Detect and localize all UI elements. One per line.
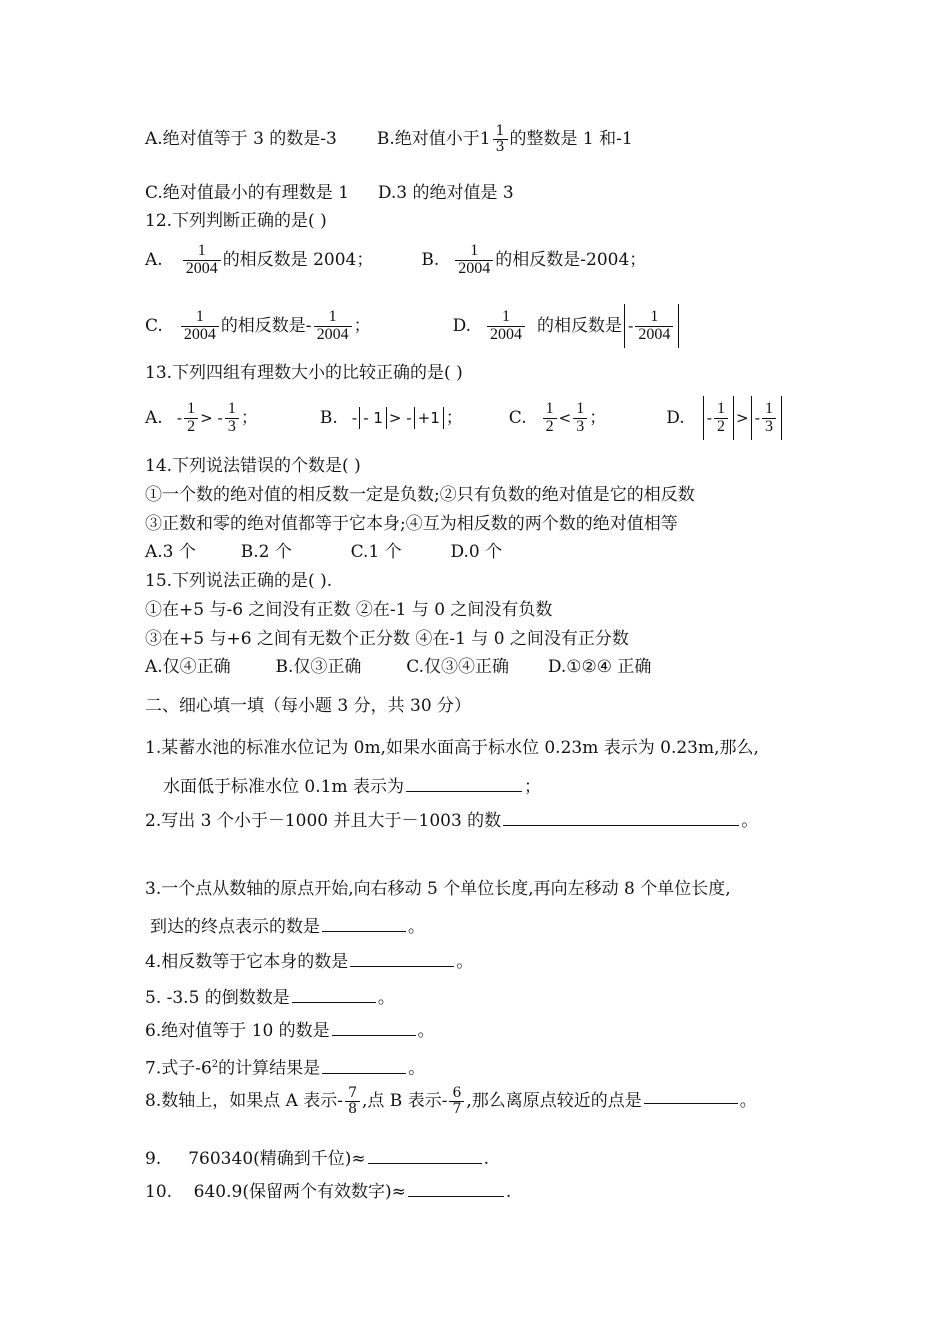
q13-option-b-abs-2: +1: [414, 407, 444, 429]
q13-option-b-minus: -: [351, 409, 358, 427]
fill-3-line-1: 3.一个点从数轴的原点开始,向右移动 5 个单位长度,再向左移动 8 个单位长度,: [145, 879, 731, 899]
q13-option-b-end: ；: [445, 408, 463, 428]
q12-option-c-fraction-1: $\frac{1}{2004}$: [181, 309, 219, 344]
fill-5-answer-blank[interactable]: [292, 986, 376, 1003]
q15-option-a: A.仅④正确: [145, 657, 231, 677]
fill-8: 8.数轴上，如果点 A 表示- $\frac{7}{8}$ ,点 B 表示- $\frac{6}{7}$ ,那么离原点较近的点是 。: [145, 1085, 757, 1117]
section-2-title: 二、细心填一填（每小题 3 分，共 30 分）: [145, 696, 472, 716]
fill-6: 6.绝对值等于 10 的数是 。: [145, 1021, 435, 1041]
fill-2: 2.写出 3 个小于－1000 并且大于－1003 的数 。: [145, 811, 759, 831]
fill-9: 9. 760340(精确到千位)≈ .: [145, 1149, 490, 1169]
q15-stem: 15.下列说法正确的是( ).: [145, 571, 333, 591]
q12-option-d-text: 的相反数是: [537, 316, 622, 336]
q14-options: [145, 541, 502, 563]
q13-option-c-fraction-1: $\frac{1}{2}$: [543, 401, 557, 436]
q12-stem: 12.下列判断正确的是( ): [145, 211, 327, 231]
q14-option-b: B.2 个: [240, 542, 292, 562]
fill-1-line-1: 1.某蓄水池的标准水位记为 0m,如果水面高于标水位 0.23m 表示为 0.23m,那么,: [145, 738, 759, 758]
q12-option-a-text: 的相反数是 2004；: [222, 250, 374, 271]
fill-6-answer-blank[interactable]: [332, 1019, 416, 1036]
q13-option-b-abs-1: - 1: [359, 407, 387, 429]
q15-option-b: B.仅③正确: [275, 657, 362, 677]
q12-option-c-fraction-2: $\frac{1}{2004}$: [314, 309, 352, 344]
q12-option-d-fraction-2: $\frac{1}{2004}$: [635, 309, 673, 344]
q13-option-a-end: ；: [240, 408, 258, 428]
q13-option-a-operator: > -: [200, 409, 223, 427]
fill-7: 7.式子$-6^2$的计算结果是 。: [145, 1058, 426, 1079]
q13-option-a-fraction-1: $\frac{1}{2}$: [184, 401, 198, 436]
q14-statements-1: ①一个数的绝对值的相反数一定是负数;②只有负数的绝对值是它的相反数: [145, 485, 695, 505]
q12-option-c-end: ；: [353, 316, 371, 336]
q12-option-d-fraction-1: $\frac{1}{2004}$: [487, 309, 525, 344]
q12-option-b-fraction: $\frac{1}{2004}$: [455, 243, 493, 278]
q11-option-a: A.绝对值等于 3 的数是-3: [145, 129, 337, 150]
q13-option-a-minus: -: [176, 409, 183, 427]
q11-option-b-whole: 1: [479, 129, 491, 150]
q11-option-b-suffix: 的整数是 1 和-1: [509, 129, 633, 150]
q15-statements-1: ①在+5 与-6 之间没有正数 ②在-1 与 0 之间没有负数: [145, 600, 553, 620]
q11-option-c: C.绝对值最小的有理数是 1: [145, 183, 350, 203]
fill-9-answer-blank[interactable]: [368, 1147, 482, 1164]
q11-option-d: D.3 的绝对值是 3: [377, 183, 514, 203]
q14-stem: 14.下列说法错误的个数是( ): [145, 456, 361, 476]
q14-option-c: C.1 个: [350, 542, 402, 562]
fill-8-fraction-b: $\frac{6}{7}$: [449, 1086, 464, 1116]
q13-option-a-label: A.: [145, 408, 163, 428]
fill-7-exponent: 2: [211, 1059, 219, 1070]
q12-option-b-text: 的相反数是-2004；: [495, 250, 647, 271]
q15-option-d: D.①②④ 正确: [547, 657, 652, 677]
q11-option-b-fraction: $\frac{1}{3}$: [493, 124, 508, 154]
q13-stem: 13.下列四组有理数大小的比较正确的是( ): [145, 363, 463, 383]
q13-option-d-fraction-2: $\frac{1}{3}$: [762, 401, 776, 436]
q13-option-a-fraction-2: $\frac{1}{3}$: [225, 401, 239, 436]
fill-10: 10. 640.9(保留两个有效数字)≈ .: [145, 1182, 512, 1202]
fill-10-answer-blank[interactable]: [408, 1180, 504, 1197]
q12-option-c-text: 的相反数是-: [220, 316, 312, 336]
q14-option-d: D.0 个: [450, 542, 503, 562]
q13-option-d-abs-1: - $\frac{1}{2}$: [703, 396, 734, 440]
q12-option-c-label: C.: [145, 316, 163, 336]
q13-option-d-label: D.: [666, 408, 685, 428]
q11-options-row-1: [145, 124, 633, 154]
q13-option-b-operator: > -: [388, 409, 412, 427]
q11-options-row-2: [145, 182, 514, 204]
q13-option-b-label: B.: [319, 408, 338, 428]
q14-statements-2: ③正数和零的绝对值都等于它本身;④互为相反数的两个数的绝对值相等: [145, 514, 678, 534]
q12-option-a-fraction: $\frac{1}{2004}$: [183, 243, 221, 278]
q13-option-c-fraction-2: $\frac{1}{3}$: [573, 401, 587, 436]
fill-5: 5. -3.5 的倒数数是 。: [145, 988, 395, 1008]
q12-option-a-label: A.: [145, 250, 163, 271]
q12-options-row-1: [145, 243, 646, 278]
q14-option-a: A.3 个: [145, 542, 196, 562]
fill-1-answer-blank[interactable]: [406, 775, 522, 792]
fill-1-line-2: 水面低于标准水位 0.1m 表示为 ；: [163, 777, 541, 797]
q13-option-d-operator: >: [736, 409, 749, 427]
fill-7-answer-blank[interactable]: [322, 1057, 406, 1074]
q13-option-c-end: ；: [589, 408, 607, 428]
q13-option-d-abs-2: - $\frac{1}{3}$: [751, 396, 782, 440]
q15-statements-2: ③在+5 与+6 之间有无数个正分数 ④在-1 与 0 之间没有正分数: [145, 629, 629, 649]
q13-options: [145, 396, 784, 440]
q13-option-c-operator: <: [558, 409, 572, 427]
q12-option-d-absolute-value: - $\frac{1}{2004}$: [624, 304, 679, 348]
q13-option-c-label: C.: [508, 408, 527, 428]
fill-8-answer-blank[interactable]: [644, 1087, 738, 1104]
q12-option-d-label: D.: [452, 316, 471, 336]
q12-option-b-label: B.: [421, 250, 440, 271]
fill-3-line-2: 到达的终点表示的数是 。: [150, 917, 425, 937]
q15-options: [145, 656, 651, 678]
fill-4-answer-blank[interactable]: [350, 950, 454, 967]
fill-4: 4.相反数等于它本身的数是 。: [145, 952, 474, 972]
fill-8-fraction-a: $\frac{7}{8}$: [345, 1086, 360, 1116]
q15-option-c: C.仅③④正确: [406, 657, 510, 677]
q11-option-b-prefix: B.绝对值小于: [376, 129, 480, 150]
fill-2-answer-blank[interactable]: [503, 809, 739, 826]
q13-option-d-fraction-1: $\frac{1}{2}$: [714, 401, 728, 436]
fill-3-answer-blank[interactable]: [322, 915, 406, 932]
q12-options-row-2: [145, 304, 681, 348]
